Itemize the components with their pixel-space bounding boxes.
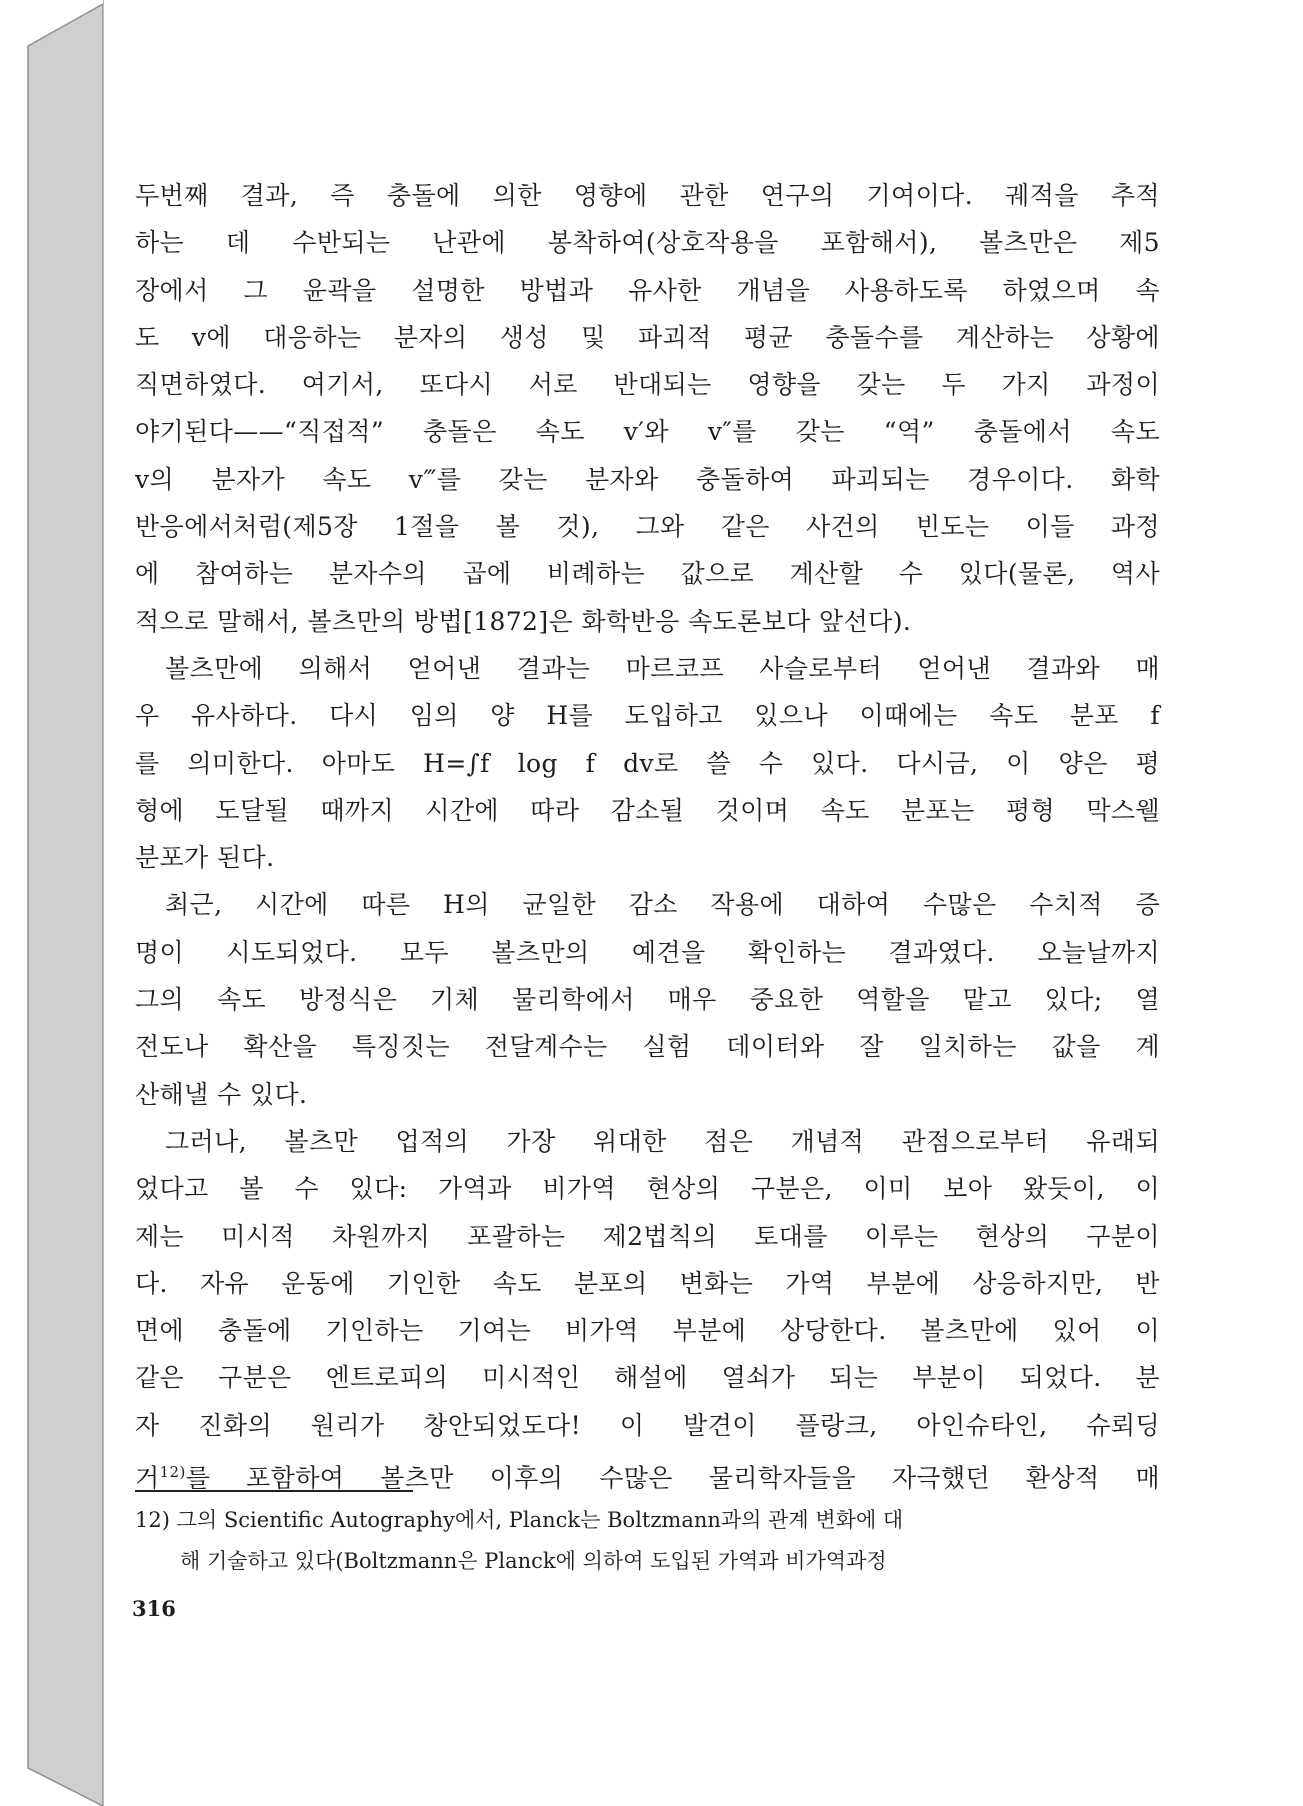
text-line: 직면하였다. 여기서, 또다시 서로 반대되는 영향을 갖는 두 가지 과정이: [135, 370, 1160, 400]
body-text: [135, 172, 1160, 1502]
text-line: 다. 자유 운동에 기인한 속도 분포의 변화는 가역 부분에 상응하지만, 반: [135, 1268, 1160, 1298]
paragraph-1: [135, 172, 1160, 645]
text-line: 에 참여하는 분자수의 곱에 비례하는 값으로 계산할 수 있다(물론, 역사: [135, 559, 1160, 589]
paragraph-3: [135, 881, 1160, 1117]
text-line: 하는 데 수반되는 난관에 봉착하여(상호작용을 포함해서), 볼츠만은 제5: [135, 228, 1160, 258]
text-line: 볼츠만에 의해서 얻어낸 결과는 마르코프 사슬로부터 얻어낸 결과와 매: [165, 653, 1160, 683]
text-line: 도 v에 대응하는 분자의 생성 및 파괴적 평균 충돌수를 계산하는 상황에: [135, 322, 1160, 352]
text-line: 명이 시도되었다. 모두 볼츠만의 예견을 확인하는 결과였다. 오늘날까지: [135, 937, 1160, 967]
text-line: 장에서 그 윤곽을 설명한 방법과 유사한 개념을 사용하도록 하였으며 속: [135, 275, 1160, 305]
text-line: 형에 도달될 때까지 시간에 따라 감소될 것이며 속도 분포는 평형 막스웰: [135, 795, 1160, 825]
text-line: 그러나, 볼츠만 업적의 가장 위대한 점은 개념적 관점으로부터 유래되: [165, 1126, 1160, 1156]
text-line: 었다고 볼 수 있다: 가역과 비가역 현상의 구분은, 이미 보아 왔듯이, 이: [135, 1174, 1160, 1204]
text-line: 를 의미한다. 아마도 H=∫f log f dv로 쓸 수 있다. 다시금, 이 양은 평: [135, 748, 1160, 778]
footnote: [135, 1500, 1160, 1582]
text-line: 전도나 확산을 특징짓는 전달계수는 실험 데이터와 잘 일치하는 값을 계: [135, 1032, 1160, 1062]
page-number: 316: [132, 1596, 176, 1621]
text-line: 우 유사하다. 다시 임의 양 H를 도입하고 있으나 이때에는 속도 분포 f: [135, 701, 1160, 731]
footnote-reference[interactable]: 12): [159, 1463, 186, 1482]
text-line: 면에 충돌에 기인하는 기여는 비가역 부분에 상당한다. 볼츠만에 있어 이: [135, 1316, 1160, 1346]
text-line: 자 진화의 원리가 창안되었도다! 이 발견이 플랑크, 아인슈타인, 슈뢰딩: [135, 1410, 1160, 1440]
text-line: 최근, 시간에 따른 H의 균일한 감소 작용에 대하여 수많은 수치적 증: [165, 890, 1160, 920]
text-line: 분포가 된다.: [135, 843, 275, 873]
text-line: 제는 미시적 차원까지 포괄하는 제2법칙의 토대를 이루는 현상의 구분이: [135, 1221, 1160, 1251]
text-line: 적으로 말해서, 볼츠만의 방법[1872]은 화학반응 속도론보다 앞선다).: [135, 606, 912, 636]
paragraph-4: [135, 1118, 1160, 1502]
text-line: 산해낼 수 있다.: [135, 1079, 308, 1109]
footnote-line: 12) 그의 Scientific Autography에서, Planck는 Boltzmann과의 관계 변화에 대: [135, 1508, 904, 1532]
text-line: v의 분자가 속도 v‴를 갖는 분자와 충돌하여 파괴되는 경우이다. 화학: [135, 464, 1160, 494]
paragraph-2: [135, 645, 1160, 881]
text-line: 반응에서처럼(제5장 1절을 볼 것), 그와 같은 사건의 빈도는 이들 과정: [135, 512, 1160, 542]
text-line: 두번째 결과, 즉 충돌에 의한 영향에 관한 연구의 기여이다. 궤적을 추적: [135, 181, 1160, 210]
footnote-line: 해 기술하고 있다(Boltzmann은 Planck에 의하여 도입된 가역과 비가역과정: [180, 1549, 887, 1573]
text-fragment: 를 포함하여 볼츠만 이후의 수많은 물리학자들을 자극했던 환상적 매: [185, 1463, 1160, 1493]
footnote-divider: [135, 1490, 413, 1492]
text-fragment: 거: [135, 1463, 160, 1493]
text-line: 같은 구분은 엔트로피의 미시적인 해설에 열쇠가 되는 부분이 되었다. 분: [135, 1363, 1160, 1393]
text-line: 야기된다——“직접적” 충돌은 속도 v′와 v″를 갖는 “역” 충돌에서 속도: [135, 417, 1160, 447]
text-line: 그의 속도 방정식은 기체 물리학에서 매우 중요한 역할을 맡고 있다; 열: [135, 985, 1160, 1015]
text-line-with-footnote-ref: [135, 1449, 1160, 1502]
